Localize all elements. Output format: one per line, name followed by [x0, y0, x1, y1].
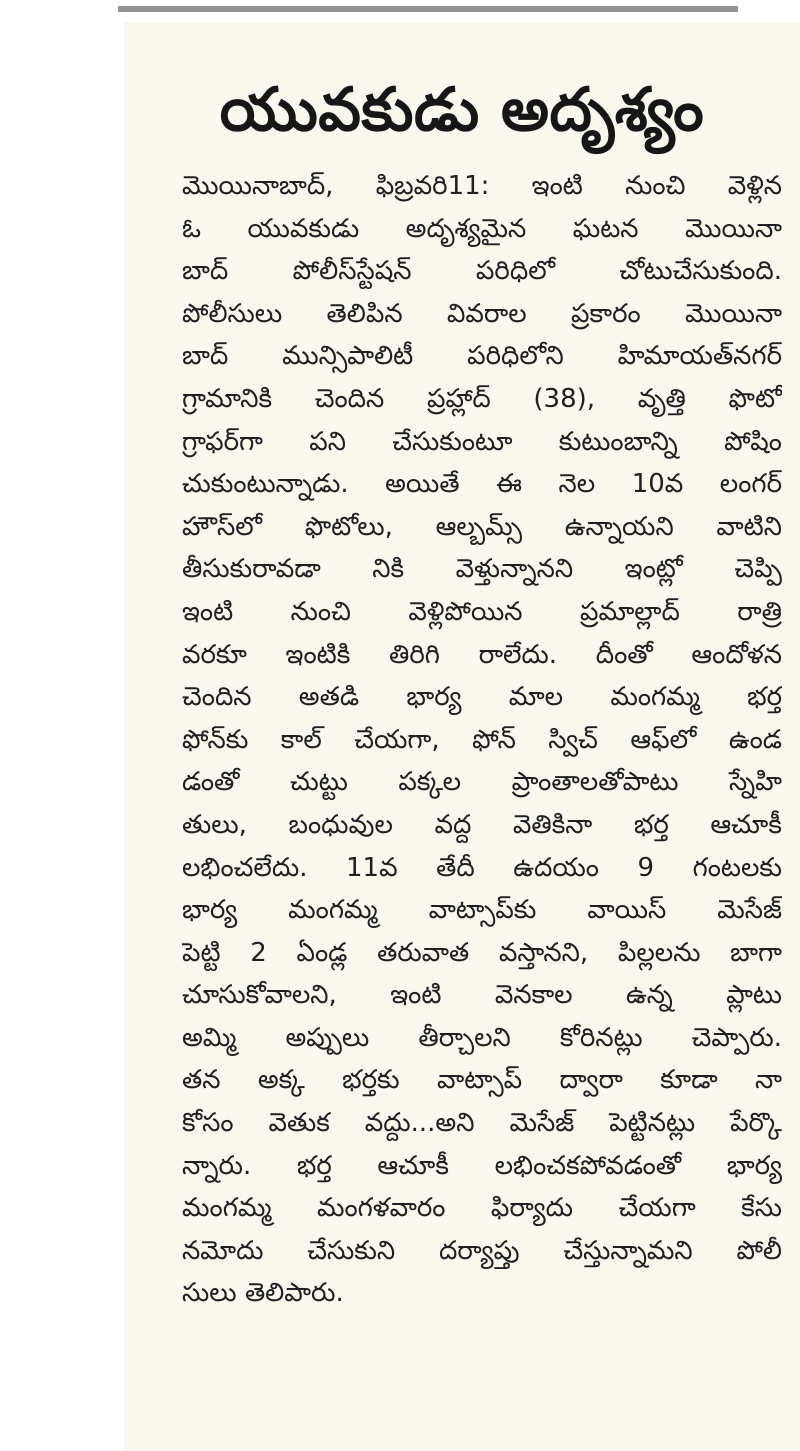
article-line: పెట్టి 2 ఏండ్ల తరువాత వస్తానని, పిల్లలను బాగా [182, 937, 782, 968]
cut-off-text-fragment [118, 0, 738, 12]
article-headline: యువకుడు అదృశ్యం [219, 75, 705, 145]
article-line: నమోదు చేసుకుని దర్యాప్తు చేస్తున్నామని పోలీ [182, 1235, 782, 1266]
article-line: కోసం వెతుక వద్దు...అని మెసేజ్ పెట్టినట్లు పేర్కొ [182, 1108, 782, 1139]
article-line: న్నారు. భర్త ఆచూకీ లభించకపోవడంతో భార్య [182, 1150, 782, 1181]
article-line: ఫోన్‌కు కాల్ చేయగా, ఫోన్ స్విచ్ ఆఫ్‌లో ఉండ [182, 724, 782, 755]
article-line: అమ్మి అప్పులు తీర్చాలని కోరినట్లు చెప్పారు. [182, 1022, 782, 1053]
article-body [182, 165, 782, 1315]
article-line: తులు, బంధువుల వద్ద వెతికినా భర్త ఆచూకీ [182, 809, 782, 840]
article-line: భార్య మంగమ్మ వాట్సాప్‌కు వాయిస్ మెసేజ్ [182, 895, 782, 926]
article-line: చుకుంటున్నాడు. అయితే ఈ నెల 10వ లంగర్ [182, 469, 782, 500]
article-line: మంగమ్మ మంగళవారం ఫిర్యాదు చేయగా కేసు [182, 1193, 782, 1224]
article-line: బాద్ మున్సిపాలిటీ పరిధిలోని హిమాయత్‌నగర్ [182, 341, 782, 372]
article-line: ఇంటి నుంచి వెళ్లిపోయిన ప్రమాల్లాద్ రాత్రి [182, 596, 782, 627]
article-line: బాద్ పోలీస్‌స్టేషన్ పరిధిలో చోటుచేసుకుంది. [182, 256, 782, 287]
article-clipping [124, 22, 800, 1451]
article-line: సులు తెలిపారు. [182, 1278, 344, 1309]
article-line: ఓ యువకుడు అదృశ్యమైన ఘటన మొయినా [182, 213, 782, 244]
article-line: గ్రామానికి చెందిన ప్రహ్లాద్ (38), వృత్తి ఫొటో [182, 383, 782, 414]
article-line: గ్రాఫర్‌గా పని చేసుకుంటూ కుటుంబాన్ని పోషిం [182, 426, 782, 457]
article-line: హౌస్‌లో ఫొటోలు, ఆల్బమ్స్ ఉన్నాయని వాటిని [182, 511, 782, 542]
article-line: చెందిన అతడి భార్య మాల మంగమ్మ భర్త [182, 682, 782, 713]
article-line: పోలీసులు తెలిపిన వివరాల ప్రకారం మొయినా [182, 298, 782, 329]
cut-off-previous-article [0, 0, 800, 22]
article-line: తన అక్క భర్తకు వాట్సాప్ ద్వారా కూడా నా [182, 1065, 782, 1096]
article-line: చూసుకోవాలని, ఇంటి వెనకాల ఉన్న ప్లాటు [182, 980, 782, 1011]
article-line: డంతో చుట్టు పక్కల ప్రాంతాలతోపాటు స్నేహి [182, 767, 782, 798]
article-line: లభించలేదు. 11వ తేదీ ఉదయం 9 గంటలకు [182, 852, 782, 883]
article-line: మొయినాబాద్, ఫిబ్రవరి11: ఇంటి నుంచి వెళ్లిన [182, 171, 782, 201]
article-line: వరకూ ఇంటికి తిరిగి రాలేదు. దీంతో ఆందోళన [182, 639, 782, 670]
article-line: తీసుకురావడా నికి వెళ్తున్నానని ఇంట్లో చెప్పి [182, 554, 782, 585]
